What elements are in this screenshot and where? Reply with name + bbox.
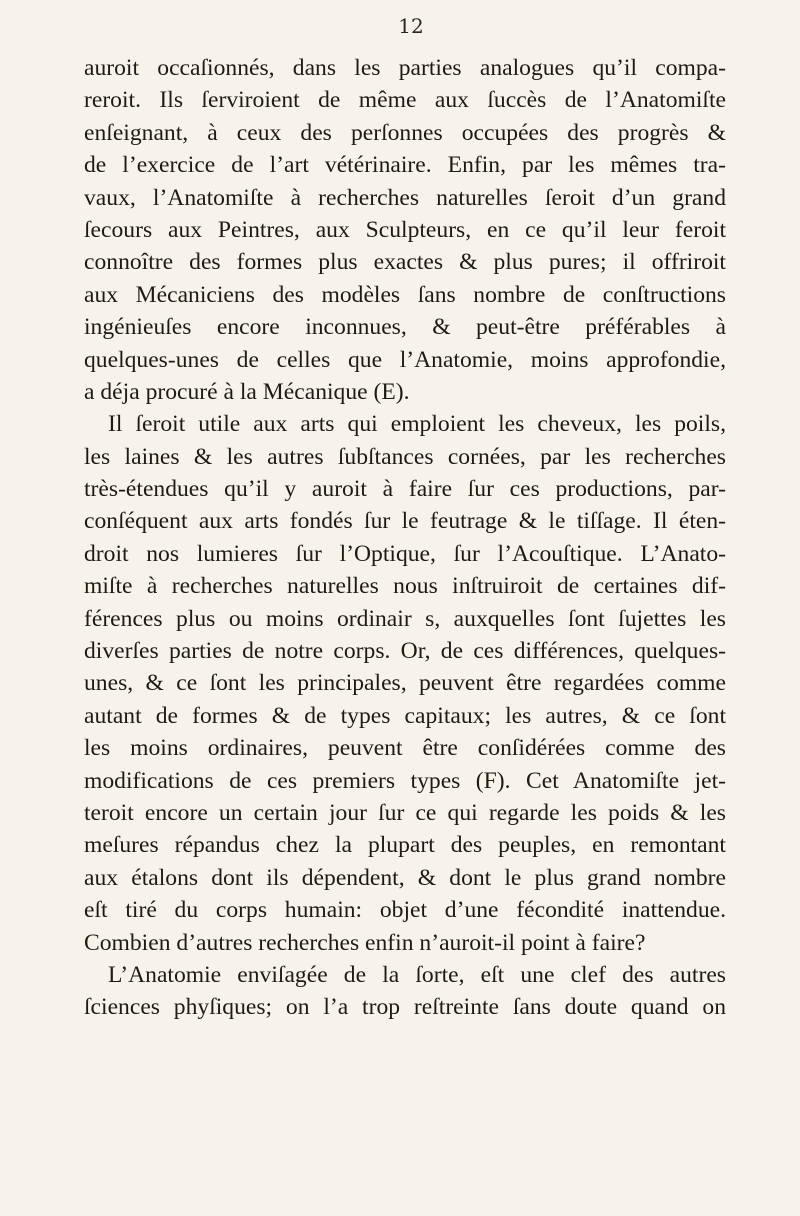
text-line: aux Mécaniciens des modèles ſans nombre de conſtructions	[84, 281, 726, 308]
text-line: droit nos lumieres ſur l’Optique, ſur l’Acouſtique. L’Anato-	[84, 540, 726, 567]
text-line: ingénieuſes encore inconnues, & peut-être préférables à	[84, 314, 726, 341]
text-line: connoître des formes plus exactes & plus pures; il offriroit	[84, 249, 726, 276]
text-line: vaux, l’Anatomiſte à recherches naturelles ſeroit d’un grand	[84, 184, 726, 211]
text-line: enſeignant, à ceux des perſonnes occupées des progrès &	[84, 119, 726, 146]
text-line: très-étendues qu’il y auroit à faire ſur ces productions, par-	[84, 476, 726, 503]
text-line: unes, & ce ſont les principales, peuvent être regardées comme	[84, 670, 726, 697]
text-line: meſures répandus chez la plupart des peuples, en remontant	[84, 832, 726, 859]
text-line: aux étalons dont ils dépendent, & dont le plus grand nombre	[84, 864, 726, 891]
text-line: eſt tiré du corps humain: objet d’une fécondité inattendue.	[84, 897, 726, 924]
text-line: quelques-unes de celles que l’Anatomie, moins approfondie,	[84, 346, 726, 373]
text-line: diverſes parties de notre corps. Or, de ces différences, quelques-	[84, 638, 726, 665]
text-line: de l’exercice de l’art vétérinaire. Enfin, par les mêmes tra-	[84, 152, 726, 179]
text-line: auroit occaſionnés, dans les parties analogues qu’il compa-	[84, 55, 726, 81]
text-line: conſéquent aux arts fondés ſur le feutrage & le tiſſage. Il éten-	[84, 508, 726, 535]
text-line: ſecours aux Peintres, aux Sculpteurs, en ce qu’il leur feroit	[84, 216, 726, 243]
text-line: modifications de ces premiers types (F). Cet Anatomiſte jet-	[84, 767, 726, 794]
text-line: férences plus ou moins ordinair s, auxquelles ſont ſujettes les	[84, 605, 726, 632]
text-line: Combien d’autres recherches enfin n’auroit-il point à faire?	[84, 929, 646, 956]
text-line: a déja procuré à la Mécanique (E).	[84, 378, 410, 405]
text-line: teroit encore un certain jour ſur ce qui regarde les poids & les	[84, 799, 726, 826]
text-line: les moins ordinaires, peuvent être conſidérées comme des	[84, 735, 726, 762]
body-text	[84, 52, 726, 1024]
text-line: autant de formes & de types capitaux; les autres, & ce ſont	[84, 702, 726, 729]
text-line: reroit. Ils ſerviroient de même aux ſuccès de l’Anatomiſte	[84, 87, 726, 114]
text-line: ſciences phyſiques; on l’a trop reſtreinte ſans doute quand on	[84, 994, 726, 1021]
page-number: 12	[398, 14, 424, 38]
text-line: Il ſeroit utile aux arts qui emploient les cheveux, les poils,	[108, 411, 726, 438]
text-line: les laines & les autres ſubſtances cornées, par les recherches	[84, 443, 726, 470]
text-line: L’Anatomie enviſagée de la ſorte, eſt une clef des autres	[108, 961, 726, 988]
text-line: miſte à recherches naturelles nous inſtruiroit de certaines dif-	[84, 573, 726, 600]
